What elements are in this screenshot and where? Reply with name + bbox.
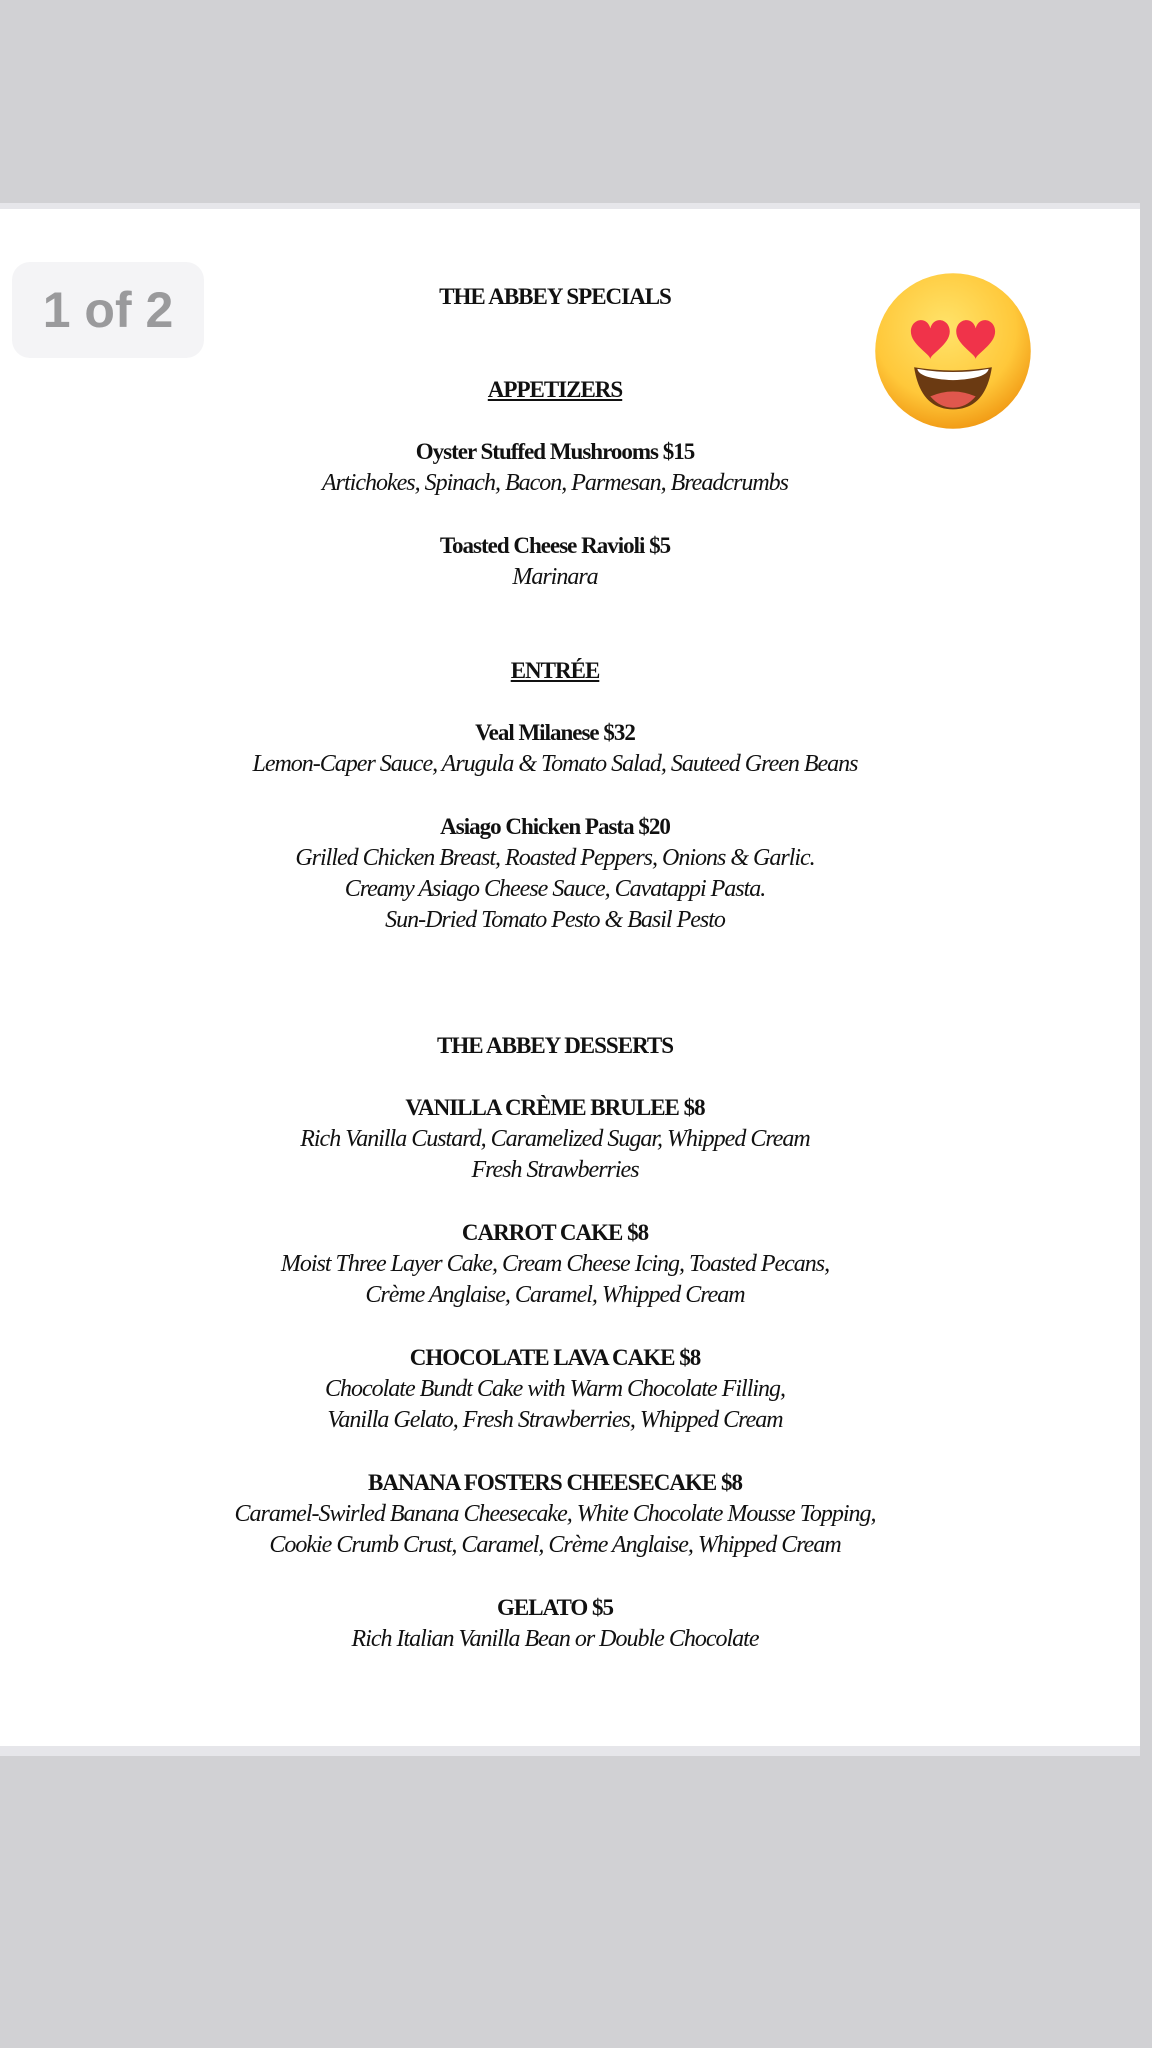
entree-description: Lemon-Caper Sauce, Arugula & Tomato Salad, Sauteed Green Beans bbox=[252, 751, 858, 777]
dessert-description: Vanilla Gelato, Fresh Strawberries, Whipped Cream bbox=[327, 1407, 783, 1433]
dessert-name: VANILLA CRÈME BRULEE $8 bbox=[405, 1095, 705, 1120]
appetizer-description: Artichokes, Spinach, Bacon, Parmesan, Breadcrumbs bbox=[321, 470, 788, 496]
entree-heading: ENTRÉE bbox=[510, 658, 600, 683]
dessert-description: Caramel-Swirled Banana Cheesecake, White Chocolate Mousse Topping, bbox=[234, 1501, 876, 1527]
dessert-name: BANANA FOSTERS CHEESECAKE $8 bbox=[368, 1470, 742, 1495]
appetizer-name: Oyster Stuffed Mushrooms $15 bbox=[415, 439, 695, 464]
entree-description: Sun-Dried Tomato Pesto & Basil Pesto bbox=[385, 907, 725, 933]
dessert-name: CHOCOLATE LAVA CAKE $8 bbox=[409, 1345, 701, 1370]
page-counter-badge: 1 of 2 bbox=[12, 262, 204, 358]
dessert-name: CARROT CAKE $8 bbox=[461, 1220, 649, 1245]
entree-name: Veal Milanese $32 bbox=[475, 720, 635, 745]
appetizer-description: Marinara bbox=[512, 564, 598, 590]
dessert-description: Crème Anglaise, Caramel, Whipped Cream bbox=[365, 1282, 745, 1308]
dessert-description: Chocolate Bundt Cake with Warm Chocolate Filling, bbox=[324, 1376, 786, 1402]
dessert-description: Rich Italian Vanilla Bean or Double Chocolate bbox=[351, 1626, 759, 1652]
entree-name: Asiago Chicken Pasta $20 bbox=[440, 814, 670, 839]
desserts-heading: THE ABBEY DESSERTS bbox=[437, 1033, 673, 1058]
dessert-description: Moist Three Layer Cake, Cream Cheese Icing, Toasted Pecans, bbox=[280, 1251, 830, 1277]
dessert-description: Fresh Strawberries bbox=[471, 1157, 639, 1183]
entree-description: Grilled Chicken Breast, Roasted Peppers, Onions & Garlic. bbox=[295, 845, 815, 871]
entree-description: Creamy Asiago Cheese Sauce, Cavatappi Pasta. bbox=[344, 876, 766, 902]
specials-title: THE ABBEY SPECIALS bbox=[439, 284, 671, 309]
dessert-description: Cookie Crumb Crust, Caramel, Crème Anglaise, Whipped Cream bbox=[269, 1532, 841, 1558]
dessert-name: GELATO $5 bbox=[496, 1595, 614, 1620]
appetizers-heading: APPETIZERS bbox=[487, 377, 623, 402]
dessert-description: Rich Vanilla Custard, Caramelized Sugar, Whipped Cream bbox=[300, 1126, 810, 1152]
appetizer-name: Toasted Cheese Ravioli $5 bbox=[439, 533, 671, 558]
